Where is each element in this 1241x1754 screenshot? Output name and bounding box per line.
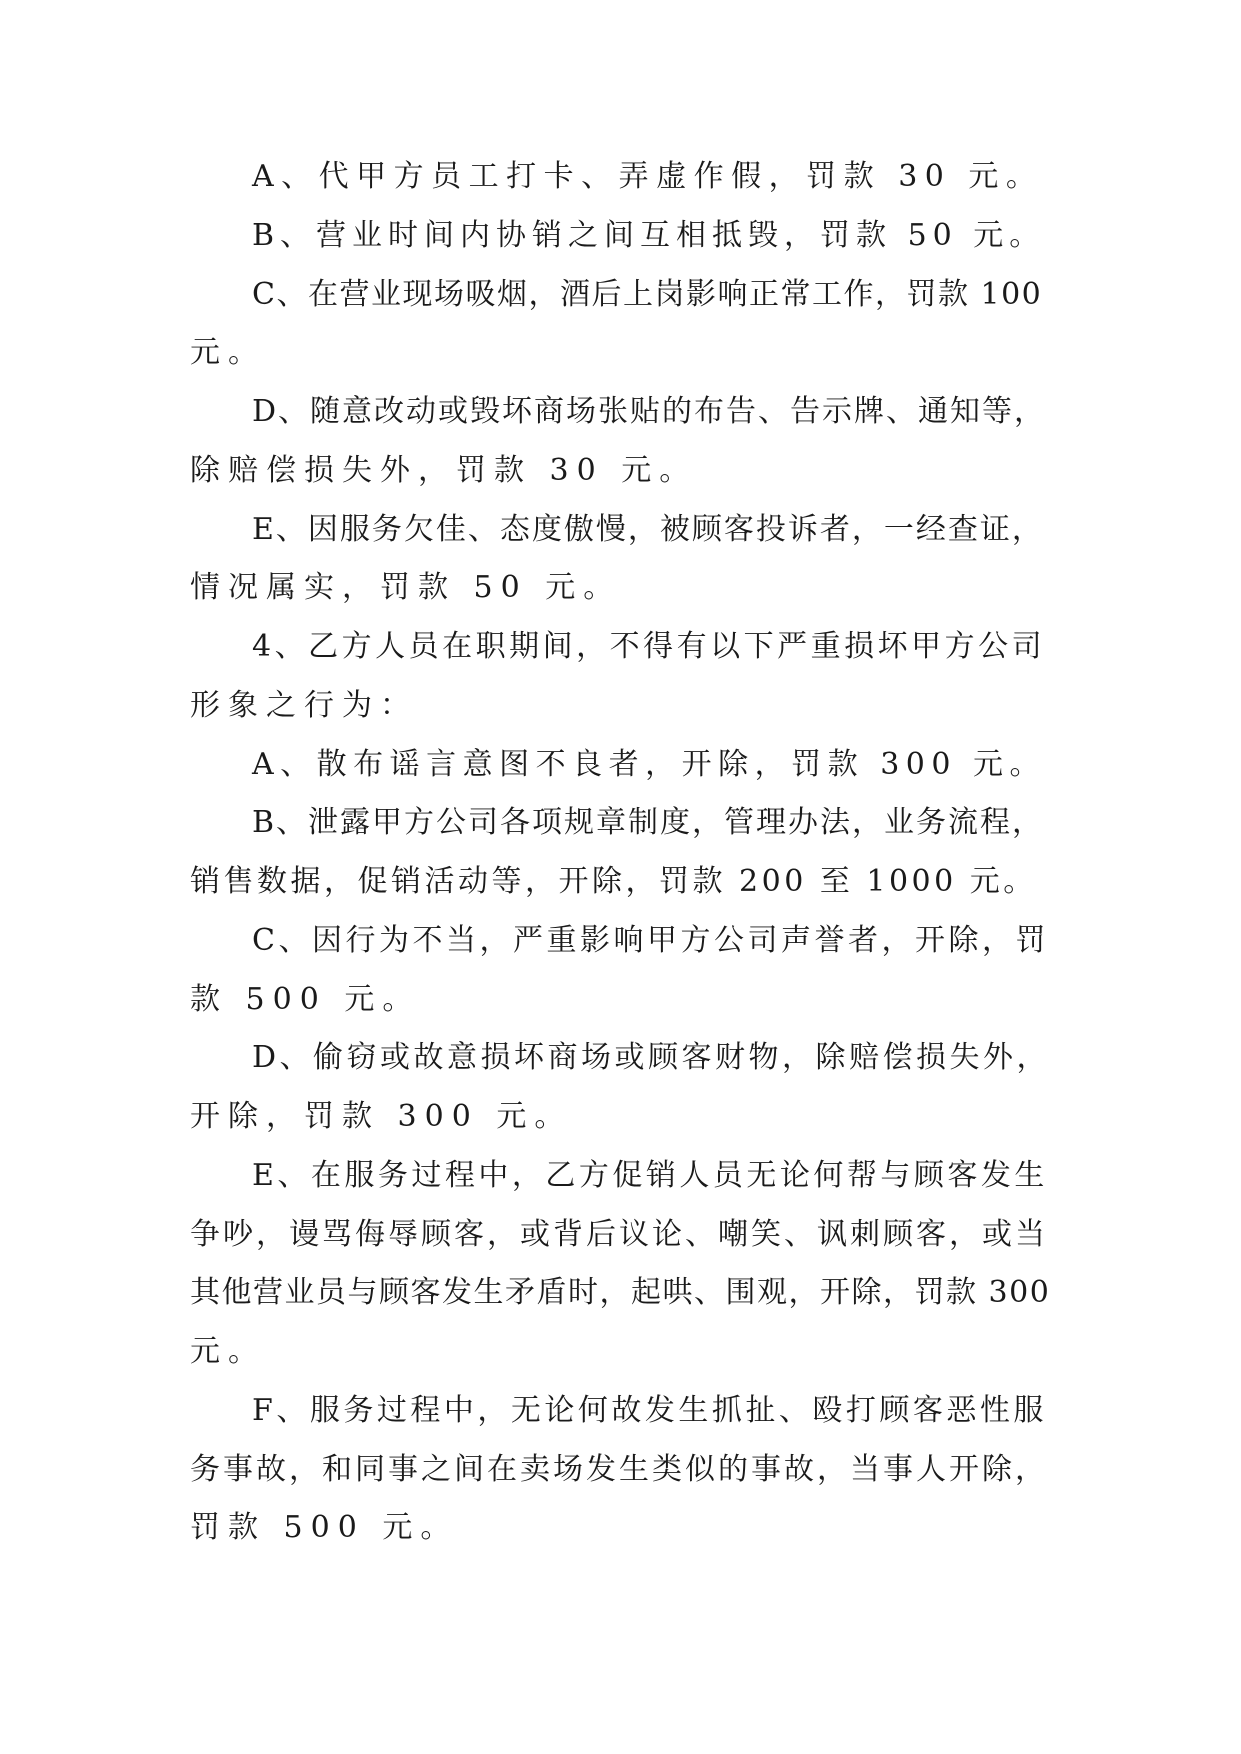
text-line: 除赔偿损失外，罚款 30 元。	[190, 452, 698, 488]
text-line: F、服务过程中，无论何故发生抓扯、殴打顾客恶性服	[252, 1392, 1047, 1428]
text-line: B、泄露甲方公司各项规章制度，管理办法，业务流程，	[252, 805, 1045, 841]
text-line: 争吵，谩骂侮辱顾客，或背后议论、嘲笑、讽刺顾客，或当	[190, 1216, 1048, 1252]
text-line: A、散布谣言意图不良者，开除，罚款 300 元。	[252, 746, 1046, 782]
text-line: D、随意改动或毁坏商场张贴的布告、告示牌、通知等，	[252, 394, 1047, 429]
text-line: 元。	[190, 335, 266, 371]
text-line: B、营业时间内协销之间互相抵毁，罚款 50 元。	[252, 217, 1046, 253]
text-line: D、偷窃或故意损坏商场或顾客财物，除赔偿损失外，	[252, 1040, 1051, 1076]
text-line: 罚款 500 元。	[190, 1510, 459, 1546]
text-line: 元。	[190, 1334, 266, 1369]
text-line: 其他营业员与顾客发生矛盾时，起哄、围观，开除，罚款 300	[190, 1275, 1051, 1311]
text-line: 形象之行为：	[190, 687, 418, 723]
text-line: 4、乙方人员在职期间，不得有以下严重损坏甲方公司	[252, 629, 1046, 664]
text-line: 款 500 元。	[190, 981, 421, 1017]
text-line: 开除，罚款 300 元。	[190, 1099, 573, 1134]
text-line: 务事故，和同事之间在卖场发生类似的事故，当事人开除，	[190, 1451, 1048, 1487]
document-body	[190, 148, 1050, 1558]
text-line: C、在营业现场吸烟，酒后上岗影响正常工作，罚款 100	[252, 276, 1043, 312]
text-line: E、因服务欠佳、态度傲慢，被顾客投诉者，一经查证，	[252, 511, 1044, 547]
text-line: C、因行为不当，严重影响甲方公司声誉者，开除，罚	[252, 922, 1049, 958]
text-line: 销售数据，促销活动等，开除，罚款 200 至 1000 元。	[190, 864, 1037, 899]
text-line: A、代甲方员工打卡、弄虚作假，罚款 30 元。	[252, 159, 1044, 194]
text-line: E、在服务过程中，乙方促销人员无论何帮与顾客发生	[252, 1157, 1048, 1193]
text-line: 情况属实，罚款 50 元。	[190, 570, 622, 606]
